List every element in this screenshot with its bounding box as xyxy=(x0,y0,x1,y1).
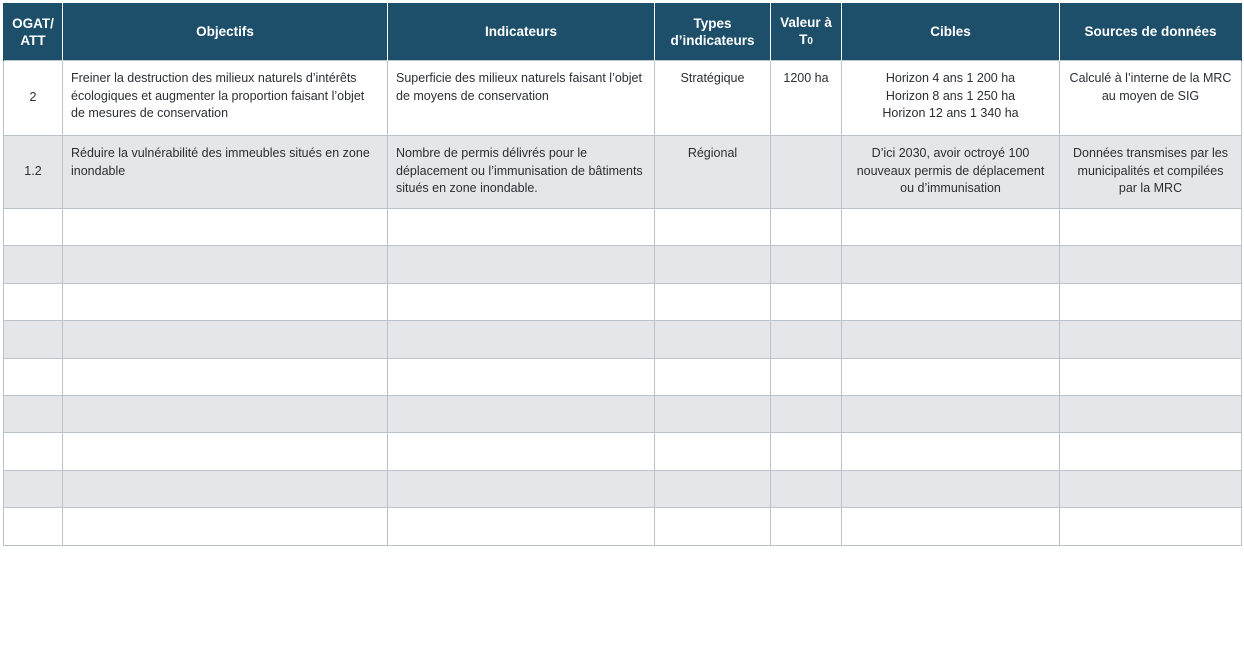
empty-cell[interactable] xyxy=(771,283,842,320)
empty-cell[interactable] xyxy=(63,395,388,432)
cible-line: Horizon 4 ans 1 200 ha xyxy=(885,71,1016,85)
cell-ogat: 1.2 xyxy=(4,136,63,209)
empty-cell[interactable] xyxy=(655,246,771,283)
empty-cell[interactable] xyxy=(842,470,1060,507)
cell-objectif: Réduire la vulnérabilité des immeubles situés en zone inondable xyxy=(63,136,388,209)
empty-cell[interactable] xyxy=(63,283,388,320)
empty-cell[interactable] xyxy=(388,358,655,395)
empty-cell[interactable] xyxy=(4,209,63,246)
cell-cibles xyxy=(842,61,1060,136)
cell-type: Stratégique xyxy=(655,61,771,136)
header-valeur xyxy=(771,3,842,61)
header-valeur-main: Valeur à T xyxy=(780,14,832,47)
header-ogat: OGAT/ ATT xyxy=(4,3,63,61)
cible-line: Horizon 8 ans 1 250 ha xyxy=(885,88,1016,103)
cible-line: Horizon 12 ans 1 340 ha xyxy=(882,106,1019,120)
empty-cell[interactable] xyxy=(1060,433,1242,470)
empty-cell[interactable] xyxy=(388,433,655,470)
empty-cell[interactable] xyxy=(4,470,63,507)
cell-indicateur: Nombre de permis délivrés pour le déplacement ou l’immunisation de bâtiments situés en zone inondable. xyxy=(388,136,655,209)
table-row xyxy=(4,61,1242,136)
empty-cell[interactable] xyxy=(655,470,771,507)
empty-cell[interactable] xyxy=(4,246,63,283)
header-valeur-subscript: 0 xyxy=(807,35,813,47)
cible-line: D’ici 2030, avoir octroyé 100 nouveaux permis de déplacement ou d’immunisation xyxy=(856,146,1045,195)
empty-cell[interactable] xyxy=(388,209,655,246)
empty-row xyxy=(4,321,1242,358)
empty-cell[interactable] xyxy=(63,433,388,470)
empty-cell[interactable] xyxy=(842,508,1060,545)
empty-cell[interactable] xyxy=(388,321,655,358)
empty-cell[interactable] xyxy=(771,395,842,432)
indicators-table xyxy=(3,3,1242,546)
empty-cell[interactable] xyxy=(842,395,1060,432)
empty-row xyxy=(4,246,1242,283)
empty-cell[interactable] xyxy=(655,433,771,470)
cell-valeur xyxy=(771,136,842,209)
empty-row xyxy=(4,470,1242,507)
empty-cell[interactable] xyxy=(655,209,771,246)
empty-row xyxy=(4,395,1242,432)
empty-cell[interactable] xyxy=(1060,246,1242,283)
empty-cell[interactable] xyxy=(771,209,842,246)
empty-cell[interactable] xyxy=(63,246,388,283)
empty-cell[interactable] xyxy=(63,470,388,507)
header-cibles: Cibles xyxy=(842,3,1060,61)
empty-cell[interactable] xyxy=(63,508,388,545)
cell-objectif: Freiner la destruction des milieux naturels d’intérêts écologiques et augmenter la proportion faisant l’objet de mesures de conservation xyxy=(63,61,388,136)
header-sources: Sources de données xyxy=(1060,3,1242,61)
empty-cell[interactable] xyxy=(771,358,842,395)
empty-cell[interactable] xyxy=(63,321,388,358)
empty-cell[interactable] xyxy=(388,283,655,320)
empty-cell[interactable] xyxy=(63,358,388,395)
empty-cell[interactable] xyxy=(4,283,63,320)
empty-cell[interactable] xyxy=(771,508,842,545)
empty-cell[interactable] xyxy=(388,246,655,283)
empty-cell[interactable] xyxy=(4,395,63,432)
cell-source: Calculé à l’interne de la MRC au moyen de SIG xyxy=(1060,61,1242,136)
empty-row xyxy=(4,283,1242,320)
cell-source: Données transmises par les municipalités et compilées par la MRC xyxy=(1060,136,1242,209)
cell-indicateur: Superficie des milieux naturels faisant l’objet de moyens de conservation xyxy=(388,61,655,136)
header-indicateurs: Indicateurs xyxy=(388,3,655,61)
empty-cell[interactable] xyxy=(63,209,388,246)
empty-row xyxy=(4,358,1242,395)
cell-ogat: 2 xyxy=(4,61,63,136)
empty-cell[interactable] xyxy=(655,508,771,545)
empty-cell[interactable] xyxy=(4,508,63,545)
empty-cell[interactable] xyxy=(655,358,771,395)
empty-cell[interactable] xyxy=(842,433,1060,470)
cell-type: Régional xyxy=(655,136,771,209)
empty-cell[interactable] xyxy=(4,321,63,358)
empty-cell[interactable] xyxy=(771,246,842,283)
empty-cell[interactable] xyxy=(842,246,1060,283)
cell-cibles xyxy=(842,136,1060,209)
empty-row xyxy=(4,209,1242,246)
table-row xyxy=(4,136,1242,209)
empty-cell[interactable] xyxy=(655,395,771,432)
empty-cell[interactable] xyxy=(655,321,771,358)
empty-cell[interactable] xyxy=(1060,508,1242,545)
empty-cell[interactable] xyxy=(388,508,655,545)
empty-cell[interactable] xyxy=(1060,209,1242,246)
empty-cell[interactable] xyxy=(1060,470,1242,507)
empty-cell[interactable] xyxy=(842,283,1060,320)
empty-cell[interactable] xyxy=(388,470,655,507)
empty-row xyxy=(4,433,1242,470)
empty-cell[interactable] xyxy=(655,283,771,320)
empty-cell[interactable] xyxy=(4,358,63,395)
empty-cell[interactable] xyxy=(1060,283,1242,320)
empty-cell[interactable] xyxy=(842,321,1060,358)
header-row xyxy=(4,3,1242,61)
empty-cell[interactable] xyxy=(1060,321,1242,358)
empty-cell[interactable] xyxy=(1060,395,1242,432)
empty-row xyxy=(4,508,1242,545)
empty-cell[interactable] xyxy=(388,395,655,432)
header-types: Types d’indicateurs xyxy=(655,3,771,61)
empty-cell[interactable] xyxy=(842,358,1060,395)
empty-cell[interactable] xyxy=(771,433,842,470)
empty-cell[interactable] xyxy=(4,433,63,470)
empty-cell[interactable] xyxy=(842,209,1060,246)
empty-cell[interactable] xyxy=(1060,358,1242,395)
empty-cell[interactable] xyxy=(771,470,842,507)
header-objectifs: Objectifs xyxy=(63,3,388,61)
cell-valeur: 1200 ha xyxy=(771,61,842,136)
empty-cell[interactable] xyxy=(771,321,842,358)
